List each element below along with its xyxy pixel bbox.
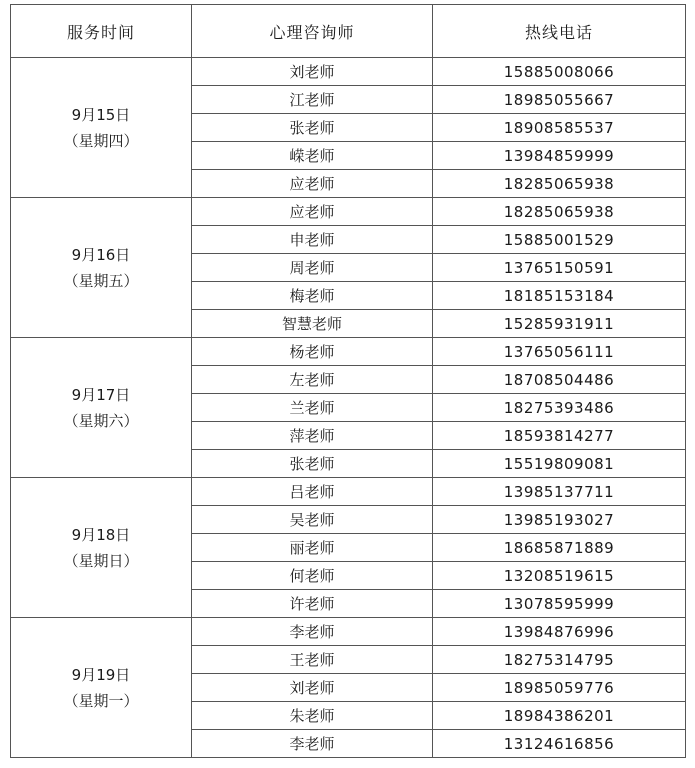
hotline-number: 13078595999	[433, 590, 686, 618]
hotline-number: 13208519615	[433, 562, 686, 590]
counselor-name: 智慧老师	[192, 310, 433, 338]
table-row	[11, 198, 686, 226]
counselor-name: 江老师	[192, 86, 433, 114]
hotline-number: 18985055667	[433, 86, 686, 114]
header-service-time: 服务时间	[11, 5, 192, 58]
table-row	[11, 478, 686, 506]
table-row	[11, 618, 686, 646]
counselor-name: 左老师	[192, 366, 433, 394]
counselor-name: 兰老师	[192, 394, 433, 422]
hotline-number: 18984386201	[433, 702, 686, 730]
service-date-cell	[11, 618, 192, 758]
hotline-number: 13985137711	[433, 478, 686, 506]
counselor-hotline-table	[10, 4, 686, 758]
counselor-name: 何老师	[192, 562, 433, 590]
hotline-number: 13984859999	[433, 142, 686, 170]
table-header-row	[11, 5, 686, 58]
header-counselor: 心理咨询师	[192, 5, 433, 58]
counselor-name: 刘老师	[192, 674, 433, 702]
service-date-cell	[11, 198, 192, 338]
counselor-name: 朱老师	[192, 702, 433, 730]
hotline-number: 18685871889	[433, 534, 686, 562]
hotline-number: 13765056111	[433, 338, 686, 366]
counselor-name: 刘老师	[192, 58, 433, 86]
counselor-name: 周老师	[192, 254, 433, 282]
table-row	[11, 338, 686, 366]
hotline-number: 15285931911	[433, 310, 686, 338]
counselor-name: 李老师	[192, 618, 433, 646]
hotline-number: 18708504486	[433, 366, 686, 394]
service-weekday: （星期六）	[63, 411, 139, 430]
service-date: 9月15日	[71, 105, 131, 124]
hotline-number: 18275314795	[433, 646, 686, 674]
counselor-name: 张老师	[192, 450, 433, 478]
service-date-cell	[11, 338, 192, 478]
hotline-number: 13124616856	[433, 730, 686, 758]
hotline-number: 18593814277	[433, 422, 686, 450]
hotline-number: 13765150591	[433, 254, 686, 282]
service-date: 9月16日	[71, 245, 131, 264]
service-date: 9月19日	[71, 665, 131, 684]
hotline-number: 18908585537	[433, 114, 686, 142]
hotline-number: 15885001529	[433, 226, 686, 254]
hotline-number: 13984876996	[433, 618, 686, 646]
hotline-number: 18185153184	[433, 282, 686, 310]
service-weekday: （星期日）	[63, 551, 139, 570]
counselor-name: 萍老师	[192, 422, 433, 450]
counselor-name: 吴老师	[192, 506, 433, 534]
counselor-name: 丽老师	[192, 534, 433, 562]
counselor-name: 嵘老师	[192, 142, 433, 170]
hotline-number: 13985193027	[433, 506, 686, 534]
hotline-number: 18275393486	[433, 394, 686, 422]
table-body	[11, 58, 686, 758]
hotline-number: 18285065938	[433, 170, 686, 198]
table-row	[11, 58, 686, 86]
hotline-number: 15885008066	[433, 58, 686, 86]
service-date-cell	[11, 58, 192, 198]
service-weekday: （星期四）	[63, 131, 139, 150]
service-weekday: （星期五）	[63, 271, 139, 290]
counselor-name: 吕老师	[192, 478, 433, 506]
counselor-name: 张老师	[192, 114, 433, 142]
counselor-name: 应老师	[192, 198, 433, 226]
counselor-name: 申老师	[192, 226, 433, 254]
service-weekday: （星期一）	[63, 691, 139, 710]
counselor-name: 许老师	[192, 590, 433, 618]
counselor-name: 李老师	[192, 730, 433, 758]
service-date: 9月17日	[71, 385, 131, 404]
counselor-name: 应老师	[192, 170, 433, 198]
hotline-number: 18285065938	[433, 198, 686, 226]
service-date: 9月18日	[71, 525, 131, 544]
counselor-name: 梅老师	[192, 282, 433, 310]
counselor-name: 杨老师	[192, 338, 433, 366]
service-date-cell	[11, 478, 192, 618]
header-hotline: 热线电话	[433, 5, 686, 58]
hotline-number: 15519809081	[433, 450, 686, 478]
hotline-number: 18985059776	[433, 674, 686, 702]
counselor-name: 王老师	[192, 646, 433, 674]
